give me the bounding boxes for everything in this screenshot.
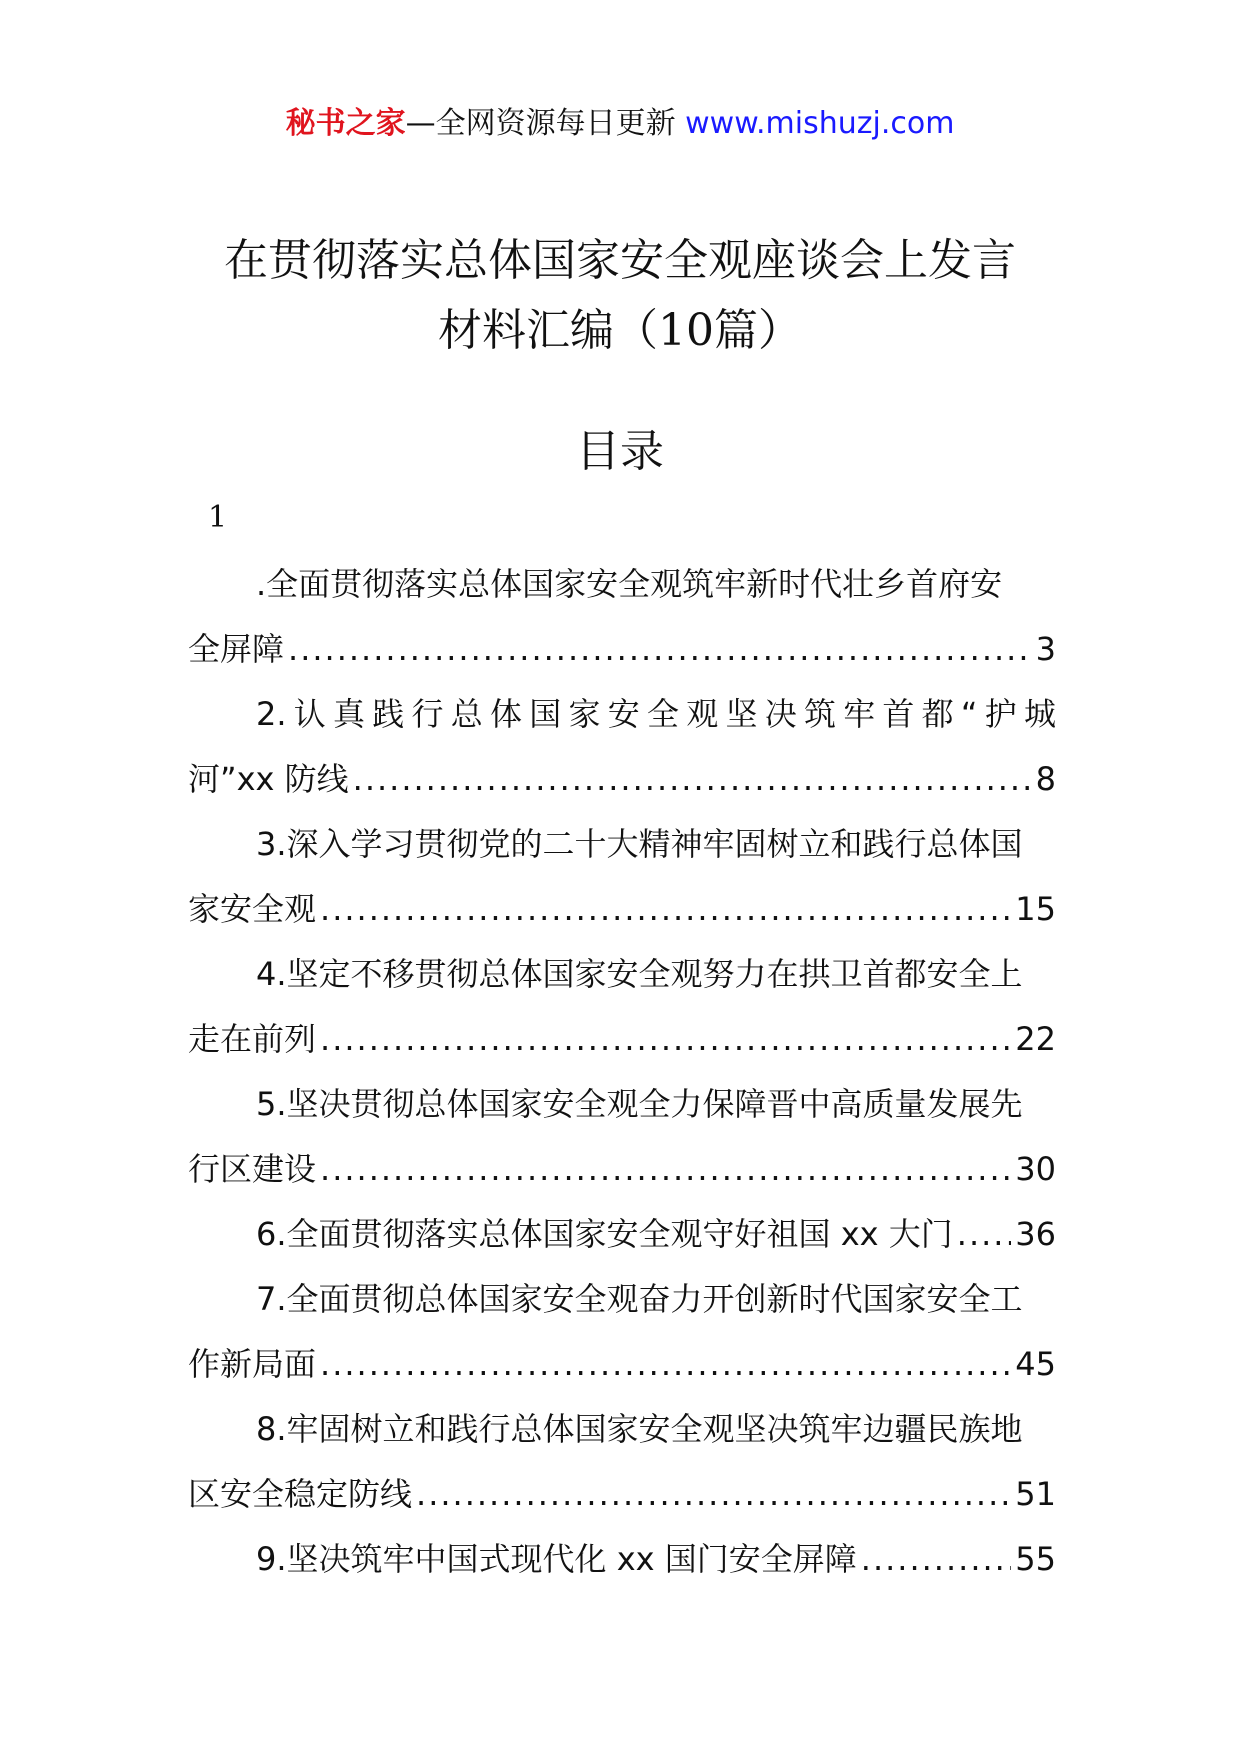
toc-leader-dots xyxy=(861,1527,1012,1592)
toc-entry[interactable] xyxy=(188,1397,1056,1527)
toc-entry-title-cont: 区安全稳定防线 xyxy=(188,1475,413,1513)
title-line-1: 在贯彻落实总体国家安全观座谈会上发言 xyxy=(224,235,1016,286)
toc-entry[interactable] xyxy=(188,682,1056,812)
toc-entry-title: 7.全面贯彻总体国家安全观奋力开创新时代国家安全工 xyxy=(256,1280,1023,1318)
toc-entry-title-cont: 行区建设 xyxy=(188,1150,317,1188)
toc-entry-title-cont: 作新局面 xyxy=(188,1345,317,1383)
toc-entry-title-cont: 走在前列 xyxy=(188,1020,317,1058)
toc-entry-title-cont: 河”xx 防线 xyxy=(188,760,349,798)
site-header xyxy=(0,100,1240,148)
toc-leader-dots xyxy=(288,617,1032,682)
toc-leader-dots xyxy=(957,1202,1012,1267)
toc-entry[interactable] xyxy=(188,1527,1056,1592)
title-count: 10 xyxy=(658,305,714,356)
toc-page-number: 36 xyxy=(1015,1215,1056,1253)
title-line-2 xyxy=(0,296,1240,366)
toc-leader-dots xyxy=(320,877,1011,942)
toc-page-number: 51 xyxy=(1015,1475,1056,1513)
toc-page-number: 15 xyxy=(1015,890,1056,928)
toc-page-number: 8 xyxy=(1035,760,1056,798)
toc-entry-title-cont: 家安全观 xyxy=(188,890,317,928)
table-of-contents xyxy=(188,552,1056,1592)
toc-leader-dots xyxy=(320,1332,1011,1397)
toc-entry[interactable] xyxy=(188,1072,1056,1202)
toc-page-number: 3 xyxy=(1035,630,1056,668)
title-line-2-prefix: 材料汇编（ xyxy=(438,305,658,356)
toc-leader-dots xyxy=(320,1137,1011,1202)
toc-entry-title: 5.坚决贯彻总体国家安全观全力保障晋中高质量发展先 xyxy=(256,1085,1023,1123)
toc-entry-title-cont: 全屏障 xyxy=(188,630,285,668)
site-tagline: —全网资源每日更新 xyxy=(405,106,676,141)
title-line-2-suffix: 篇） xyxy=(714,305,802,356)
toc-heading: 目录 xyxy=(576,426,664,477)
toc-entry-title: 6.全面贯彻落实总体国家安全观守好祖国 xx 大门 xyxy=(256,1215,953,1253)
toc-entry-title: 3.深入学习贯彻党的二十大精神牢固树立和践行总体国 xyxy=(256,825,1023,863)
site-brand: 秘书之家 xyxy=(285,106,406,141)
toc-page-number: 45 xyxy=(1015,1345,1056,1383)
toc-leader-dots xyxy=(353,747,1032,812)
toc-entry-title: .全面贯彻落实总体国家安全观筑牢新时代壮乡首府安 xyxy=(256,565,1003,603)
toc-page-number: 30 xyxy=(1015,1150,1056,1188)
toc-entry[interactable] xyxy=(188,812,1056,942)
toc-entry[interactable] xyxy=(188,942,1056,1072)
document-title xyxy=(0,226,1240,366)
toc-entry-title: 8.牢固树立和践行总体国家安全观坚决筑牢边疆民族地 xyxy=(256,1410,1023,1448)
toc-entry-title: 9.坚决筑牢中国式现代化 xx 国门安全屏障 xyxy=(256,1540,857,1578)
toc-entry[interactable] xyxy=(188,1202,1056,1267)
toc-leader-dots xyxy=(320,1007,1011,1072)
toc-entry[interactable] xyxy=(188,1267,1056,1397)
toc-entry-title: 4.坚定不移贯彻总体国家安全观努力在拱卫首都安全上 xyxy=(256,955,1023,993)
toc-entry[interactable] xyxy=(188,552,1056,682)
toc-leader-dots xyxy=(416,1462,1011,1527)
toc-lead-number: 1 xyxy=(208,500,228,535)
toc-page-number: 55 xyxy=(1015,1540,1056,1578)
toc-entry-title: 2.认真践行总体国家安全观坚决筑牢首都“护城 xyxy=(256,695,1056,733)
toc-page-number: 22 xyxy=(1015,1020,1056,1058)
site-url-link[interactable]: www.mishuzj.com xyxy=(685,106,955,141)
